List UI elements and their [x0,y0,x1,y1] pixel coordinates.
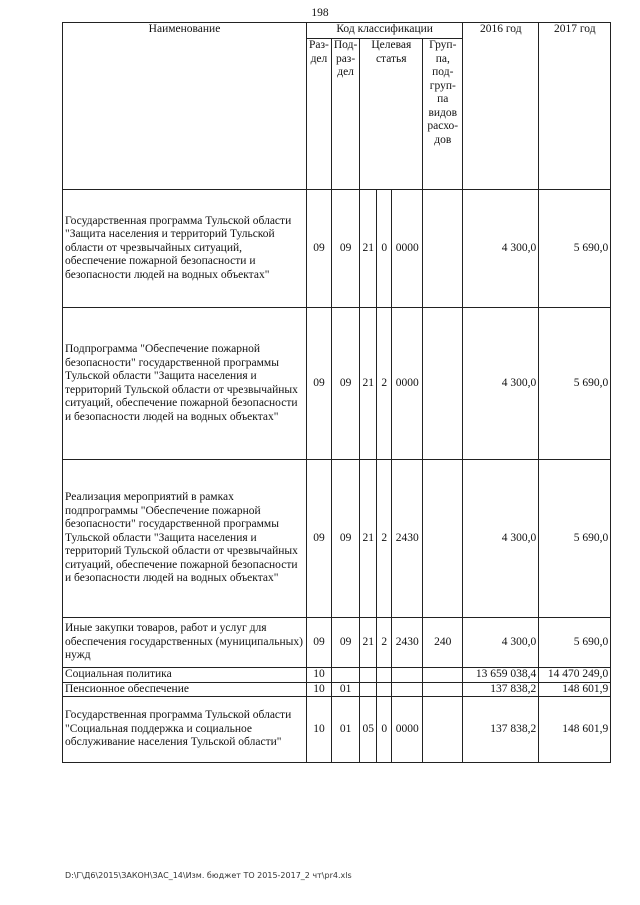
row-program: 21 [360,460,377,618]
row-amount-2016: 137 838,2 [463,682,539,697]
header-year-2016: 2016 год [463,23,539,190]
row-amount-2017: 5 690,0 [539,618,611,668]
row-subprogram: 0 [377,697,392,763]
row-expense-group [423,460,463,618]
row-direction: 2430 [392,618,423,668]
row-expense-group [423,308,463,460]
row-program [360,682,377,697]
row-direction: 0000 [392,308,423,460]
row-subprogram: 2 [377,460,392,618]
row-direction [392,682,423,697]
row-section: 10 [307,697,332,763]
row-program: 21 [360,190,377,308]
row-name: Государственная программа Тульской области "Социальная поддержка и социальное обслуживание населения Тульской области" [63,697,307,763]
row-direction: 2430 [392,460,423,618]
header-expense-group: Груп-па, под-груп-па видов расхо-дов [423,39,463,190]
row-expense-group [423,682,463,697]
row-program: 21 [360,308,377,460]
row-expense-group: 240 [423,618,463,668]
table-row [63,460,611,618]
table-row [63,697,611,763]
row-amount-2016: 4 300,0 [463,618,539,668]
row-expense-group [423,190,463,308]
budget-table [62,22,611,763]
row-subsection [331,668,359,683]
row-direction: 0000 [392,697,423,763]
row-name: Реализация мероприятий в рамках подпрограммы "Обеспечение пожарной безопасности" государственной программы Тульской области "Защита населения и территорий Тульской области от чрезвычайных ситуаций, обеспечение пожарной безопасности и безопасности людей на водных объектах" [63,460,307,618]
row-amount-2016: 4 300,0 [463,190,539,308]
row-amount-2017: 5 690,0 [539,460,611,618]
row-subsection: 01 [331,682,359,697]
row-section: 09 [307,460,332,618]
row-expense-group [423,697,463,763]
row-subsection: 09 [331,618,359,668]
table-row [63,190,611,308]
row-subprogram [377,668,392,683]
row-amount-2016: 137 838,2 [463,697,539,763]
row-program: 21 [360,618,377,668]
table-row [63,668,611,683]
row-subsection: 01 [331,697,359,763]
header-subsection: Под-раз-дел [331,39,359,190]
header-target-article: Целевая статья [360,39,423,190]
row-name: Пенсионное обеспечение [63,682,307,697]
row-program [360,668,377,683]
row-amount-2017: 14 470 249,0 [539,668,611,683]
row-name: Иные закупки товаров, работ и услуг для обеспечения государственных (муниципальных) нужд [63,618,307,668]
header-year-2017: 2017 год [539,23,611,190]
row-subprogram: 2 [377,618,392,668]
row-amount-2016: 13 659 038,4 [463,668,539,683]
table-row [63,682,611,697]
row-subprogram: 0 [377,190,392,308]
row-amount-2017: 148 601,9 [539,682,611,697]
file-path-footer: D:\Г\Д6\2015\ЗАКОН\ЗАС_14\Изм. бюджет ТО 2015-2017_2 чт\pr4.xls [65,871,352,880]
header-name: Наименование [63,23,307,190]
row-subsection: 09 [331,190,359,308]
row-section: 10 [307,668,332,683]
table-row [63,308,611,460]
row-program: 05 [360,697,377,763]
row-amount-2017: 5 690,0 [539,190,611,308]
row-amount-2017: 148 601,9 [539,697,611,763]
table-row [63,618,611,668]
row-section: 09 [307,308,332,460]
page-number: 198 [311,7,329,19]
row-name: Социальная политика [63,668,307,683]
row-subprogram [377,682,392,697]
row-name: Государственная программа Тульской области "Защита населения и территорий Тульской области от чрезвычайных ситуаций, обеспечение пожарной безопасности и безопасности людей на водных объектах" [63,190,307,308]
row-subsection: 09 [331,308,359,460]
row-subprogram: 2 [377,308,392,460]
row-section: 09 [307,618,332,668]
row-direction [392,668,423,683]
row-name: Подпрограмма "Обеспечение пожарной безопасности" государственной программы Тульской области "Защита населения и территорий Тульской области от чрезвычайных ситуаций, обеспечение пожарной безопасности и безопасности людей на водных объектах" [63,308,307,460]
row-amount-2016: 4 300,0 [463,460,539,618]
row-amount-2017: 5 690,0 [539,308,611,460]
row-section: 09 [307,190,332,308]
header-section: Раз-дел [307,39,332,190]
header-classification: Код классификации [307,23,463,39]
row-expense-group [423,668,463,683]
row-section: 10 [307,682,332,697]
row-direction: 0000 [392,190,423,308]
row-amount-2016: 4 300,0 [463,308,539,460]
row-subsection: 09 [331,460,359,618]
